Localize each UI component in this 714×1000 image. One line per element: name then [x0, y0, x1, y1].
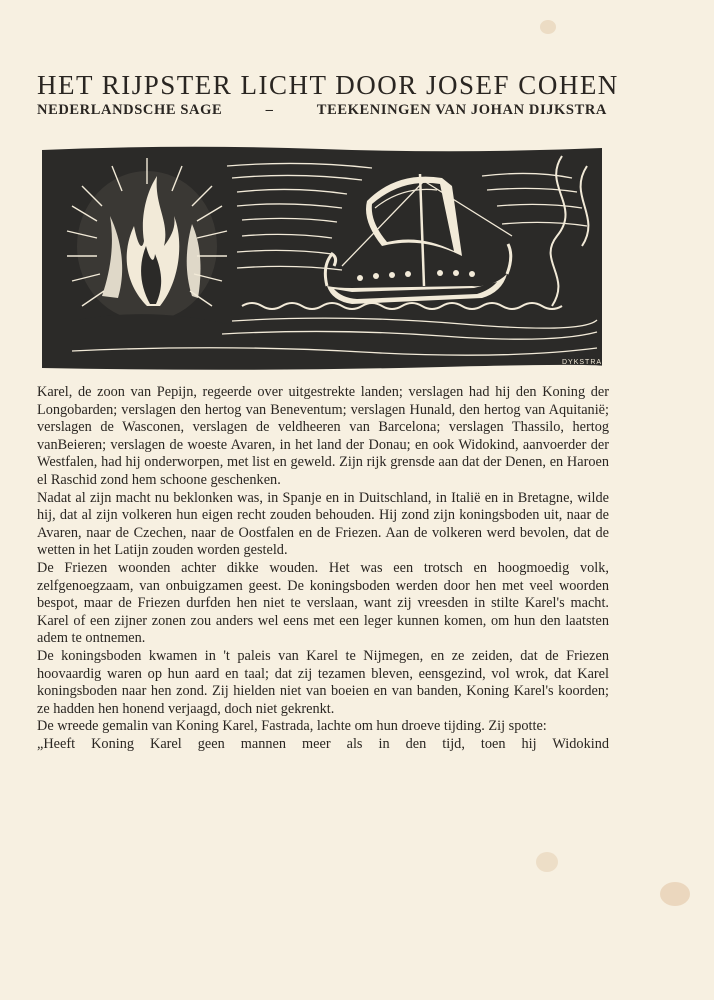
woodcut-illustration: [42, 146, 602, 370]
page-subtitle: [37, 102, 607, 119]
subtitle-sage: NEDERLANDSCHE SAGE: [37, 102, 223, 118]
subtitle-dash: –: [265, 102, 274, 118]
paragraph: De Friezen woonden achter dikke wouden. Het was een trotsch en hoogmoedig volk, zelfgenoegzaam, van onbuigzamen geest. De koningsboden werden door hen met veel woorden bespot, maar de Friezen durfden hen niet te verslaan, want zij vreesden in stilte Karel's macht. Karel of een zijner zonen zou anders wel eens met een leger kunnen komen, om hun den laatsten adem te ontnemen.: [37, 559, 609, 647]
paper-stain: [536, 852, 558, 872]
paragraph: Nadat al zijn macht nu beklonken was, in Spanje en in Duitschland, in Italië en in Bretagne, wilde hij, dat al zijn volkeren hun eigen recht zouden behouden. Hij zond zijn koningsboden uit, naar de Avaren, naar de Czechen, naar de Oostfalen en de Friezen. Aan de volkeren werd bevolen, dat de wetten in het Latijn zouden worden gesteld.: [37, 489, 609, 559]
paper-stain: [660, 882, 690, 906]
page-title: HET RIJPSTER LICHT DOOR JOSEF COHEN: [37, 70, 619, 100]
illustrator-signature: DYKSTRA: [562, 359, 602, 366]
paragraph: „Heeft Koning Karel geen mannen meer als in den tijd, toen hij Widokind: [37, 735, 609, 752]
story-text: [37, 384, 609, 753]
paragraph: Karel, de zoon van Pepijn, regeerde over uitgestrekte landen; verslagen had hij den Koning der Longobarden; verslagen den hertog van Beneventum; verslagen Hunald, den hertog van Aquitanië; verslagen de Wasconen, verslagen de veldheeren van Barcelona; verslagen Thassilo, hertog vanBeieren; verslagen de woeste Avaren, in het land der Donau; en ook Widokind, aanvoerder der Westfalen, had hij onderworpen, met list en geweld. Zijn rijk grensde aan dat der Denen, en Haroen el Raschid zond hem schoone geschenken.: [37, 384, 609, 488]
paragraph: De koningsboden kwamen in 't paleis van Karel te Nijmegen, en ze zeiden, dat de Friezen hoovaardig waren op hun aard en taal; dat zij tezamen bleven, eensgezind, vol wrok, dat Karel koningsboden naar hen zond. Zij hielden niet van boeien en van banden, Koning Karel's koorden; ze hadden hen honend verjaagd, doch niet gekrenkt.: [37, 647, 609, 717]
paragraph: De wreede gemalin van Koning Karel, Fastrada, lachte om hun droeve tijding. Zij spotte:: [37, 718, 547, 735]
paper-stain: [540, 20, 556, 34]
subtitle-drawings: TEEKENINGEN VAN JOHAN DIJKSTRA: [316, 102, 607, 118]
